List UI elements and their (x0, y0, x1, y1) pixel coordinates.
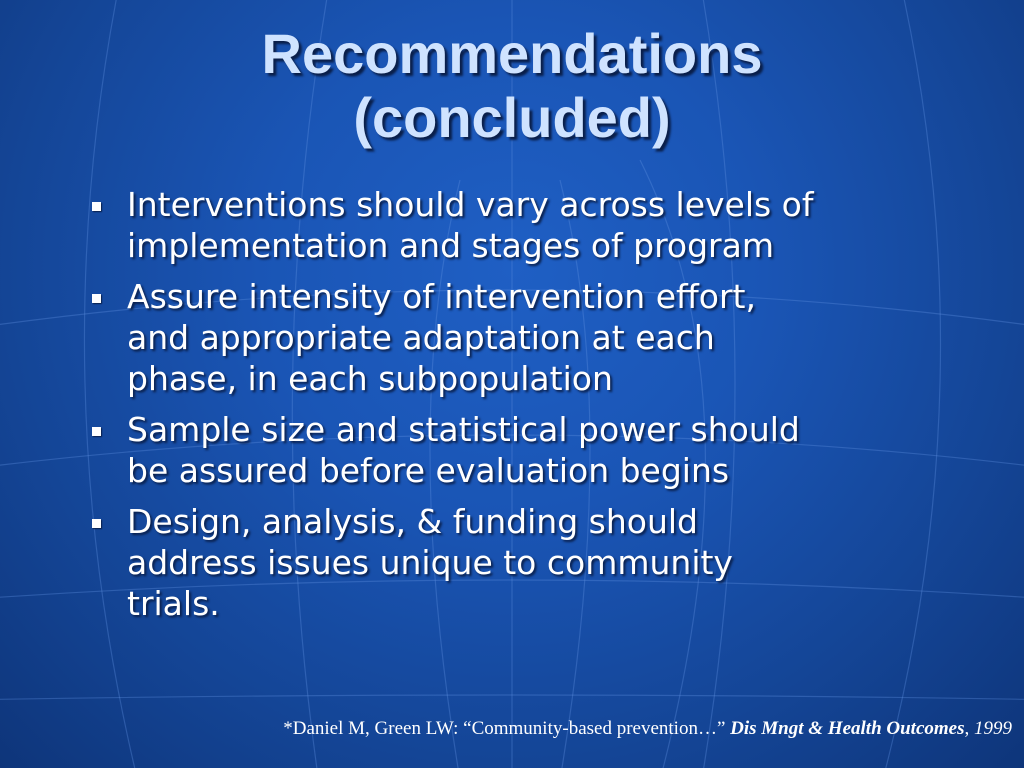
bullet-item (90, 276, 950, 399)
citation-separator: , (964, 718, 974, 739)
slide-title-line-1: Recommendations (261, 22, 763, 85)
square-bullet-icon (92, 427, 101, 436)
bullet-list (90, 184, 950, 634)
bullet-text-line: Assure intensity of intervention effort, (127, 277, 756, 316)
slide-title (0, 22, 1024, 150)
bullet-text-line: Sample size and statistical power should (127, 410, 800, 449)
bullet-text-line: address issues unique to community (127, 543, 733, 582)
bullet-item (90, 184, 950, 266)
bullet-text-line: trials. (127, 584, 220, 623)
bullet-text-line: be assured before evaluation begins (127, 451, 730, 490)
bullet-text-line: and appropriate adaptation at each (127, 318, 715, 357)
citation-footnote (0, 716, 1012, 742)
citation-year: 1999 (974, 718, 1012, 739)
bullet-item (90, 409, 950, 491)
bullet-text-line: Interventions should vary across levels of (127, 185, 814, 224)
square-bullet-icon (92, 294, 101, 303)
bullet-item (90, 501, 950, 624)
slide-title-line-2: (concluded) (353, 86, 671, 149)
bullet-text-line: phase, in each subpopulation (127, 359, 613, 398)
citation-journal: Dis Mngt & Health Outcomes (730, 718, 965, 739)
square-bullet-icon (92, 519, 101, 528)
citation-authors: *Daniel M, Green LW: “Community-based prevention…” (283, 718, 731, 739)
bullet-text-line: implementation and stages of program (127, 226, 774, 265)
bullet-text-line: Design, analysis, & funding should (127, 502, 698, 541)
square-bullet-icon (92, 202, 101, 211)
